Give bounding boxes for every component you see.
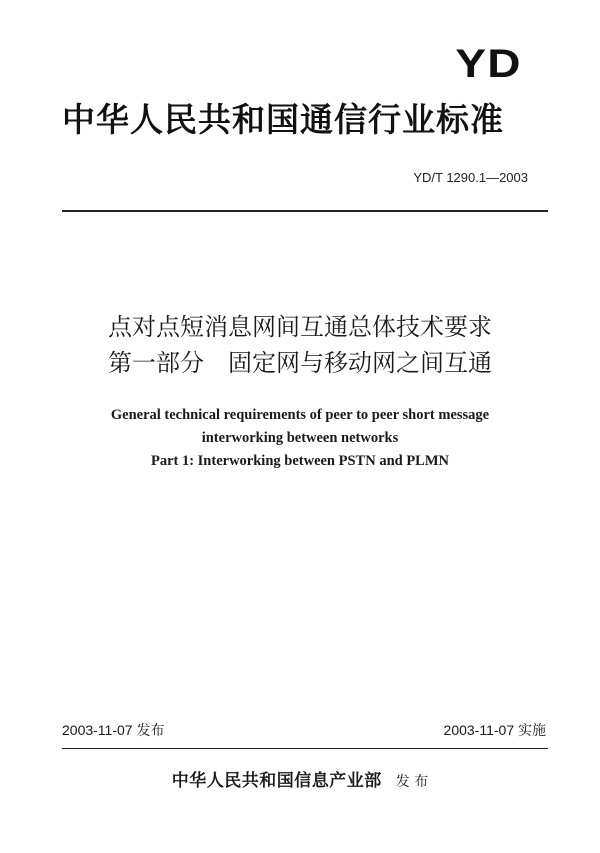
standard-number: YD/T 1290.1—2003: [413, 170, 528, 185]
yd-logo: YD: [455, 42, 522, 86]
issue-date: 2003-11-07 发布: [62, 722, 165, 738]
publisher-line: [0, 766, 600, 791]
english-title-line-1: General technical requirements of peer to peer short message: [110, 407, 490, 423]
publish-action: 发 布: [395, 774, 429, 790]
publisher-organization: 中华人民共和国信息产业部: [171, 771, 382, 791]
bottom-divider: [62, 748, 548, 749]
implementation-date: 2003-11-07 实施: [443, 722, 546, 738]
standard-category-title: 中华人民共和国通信行业标准: [62, 100, 504, 139]
chinese-title-line-1: 点对点短消息网间互通总体技术要求: [108, 313, 492, 341]
english-title-line-2: interworking between networks: [201, 430, 399, 446]
english-title-line-3: Part 1: Interworking between PSTN and PLMN: [150, 453, 450, 469]
chinese-title-line-2: 第一部分 固定网与移动网之间互通: [108, 349, 492, 377]
top-divider: [62, 210, 548, 212]
